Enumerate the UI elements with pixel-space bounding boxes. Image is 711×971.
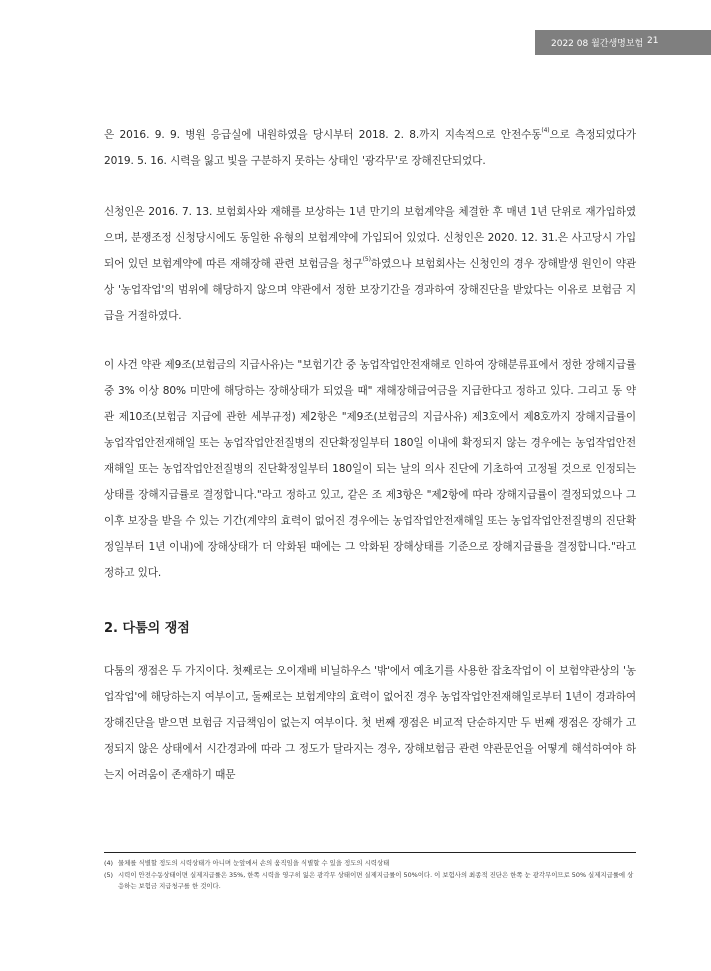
running-header: [535, 30, 711, 55]
paragraph-1: [104, 122, 636, 174]
paragraph-4: 다툼의 쟁점은 두 가지이다. 첫째로는 오이재배 비닐하우스 '밖'에서 예초기를 사용한 잡초작업이 이 보험약관상의 '농업작업'에 해당하는지 여부이고, 둘째로는 보험계약의 효력이 없어진 경우 농업작업안전재해일로부터 1년이 경과하여 장해진단을 받으면 보험금 지급책임이 없는지 여부이다. 첫 번째 쟁점은 비교적 단순하지만 두 번째 쟁점은 장해가 고정되지 않은 상태에서 시간경과에 따라 그 정도가 달라지는 경우, 장해보험금 관련 약관문언을 어떻게 해석하여야 하는지 어려움이 존재하기 때문: [104, 665, 636, 781]
footnote-ref-4[interactable]: (4): [541, 127, 550, 134]
footnote-5: [104, 870, 636, 893]
footnote-divider: [104, 852, 636, 853]
page-number: 21: [647, 36, 659, 46]
running-header-title: 2022 08 월간생명보험: [551, 39, 644, 49]
footnote-number: (5): [104, 870, 114, 879]
paragraph-2: [104, 199, 636, 329]
footnote-text: 시력이 안전수동상태이면 실제지급률은 35%, 한쪽 시력을 영구히 잃은 광각무 상태이면 실제지급률이 50%이다. 이 보험사의 최종적 진단은 한쪽 눈 광각무이므로 50% 실제지급률에 상응하는 보험금 지급청구를 한 것이다.: [118, 870, 634, 890]
footnote-ref-5[interactable]: (5): [362, 256, 371, 263]
footnote-4: [104, 858, 636, 870]
section-title: 2. 다툼의 쟁점: [104, 621, 190, 636]
footnote-text: 물체를 식별할 정도의 시력상태가 아니며 눈앞에서 손의 움직임을 식별할 수 있을 정도의 시력상태: [118, 859, 390, 867]
footnotes: [104, 858, 636, 893]
paragraph-2-text-b: 하였으나 보험회사는 신청인의 경우 장해발생 원인이 약관상 '농업작업'의 범위에 해당하지 않으며 약관에서 정한 보장기간을 경과하여 장해진단을 받았다는 이유로 보험금 지급을 거절하였다.: [104, 258, 636, 322]
paragraph-2-text-a: 신청인은 2016. 7. 13. 보험회사와 재해를 보상하는 1년 만기의 보험계약을 체결한 후 매년 1년 단위로 재가입하였으며, 분쟁조정 신청당시에도 동일한 유형의 보험계약에 가입되어 있었다. 신청인은 2020. 12. 31.은 사고당시 가입되어 있던 보험계약에 따른 재해장해 관련 보험금을 청구: [104, 206, 636, 270]
main-content: [104, 122, 636, 811]
paragraph-1-text-a: 은 2016. 9. 9. 병원 응급실에 내원하였을 당시부터 2018. 2. 8.까지 지속적으로 안전수동: [104, 129, 542, 141]
paragraph-1-text-b: 으로 측정되었다가 2019. 5. 16. 시력을 잃고 빛을 구분하지 못하는 상태인 '광각무'로 장해진단되었다.: [104, 129, 636, 167]
footnote-number: (4): [104, 859, 114, 867]
paragraph-3: 이 사건 약관 제9조(보험금의 지급사유)는 "보험기간 중 농업작업안전재해로 인하여 장해분류표에서 정한 장해지급률 중 3% 이상 80% 미만에 해당하는 장해상태가 되었을 때" 재해장해급여금을 지급한다고 정하고 있다. 그리고 동 약관 제10조(보험금 지급에 관한 세부규정) 제2항은 "제9조(보험금의 지급사유) 제3호에서 제8호까지 장해지급률이 농업작업안전재해일 또는 농업작업안전질병의 진단확정일부터 180일 이내에 확정되지 않는 경우에는 농업작업안전재해일 또는 농업작업안전질병의 진단확정일부터 180일이 되는 날의 의사 진단에 기초하여 고정될 것으로 인정되는 상태를 장해지급률로 결정합니다."라고 정하고 있고, 같은 조 제3항은 "제2항에 따라 장해지급률이 결정되었으나 그 이후 보장을 받을 수 있는 기간(계약의 효력이 없어진 경우에는 농업작업안전재해일 또는 농업작업안전질병의 진단확정일부터 1년 이내)에 장해상태가 더 악화된 때에는 그 악화된 장해상태를 기준으로 장해지급률을 결정합니다."라고 정하고 있다.: [104, 359, 636, 579]
